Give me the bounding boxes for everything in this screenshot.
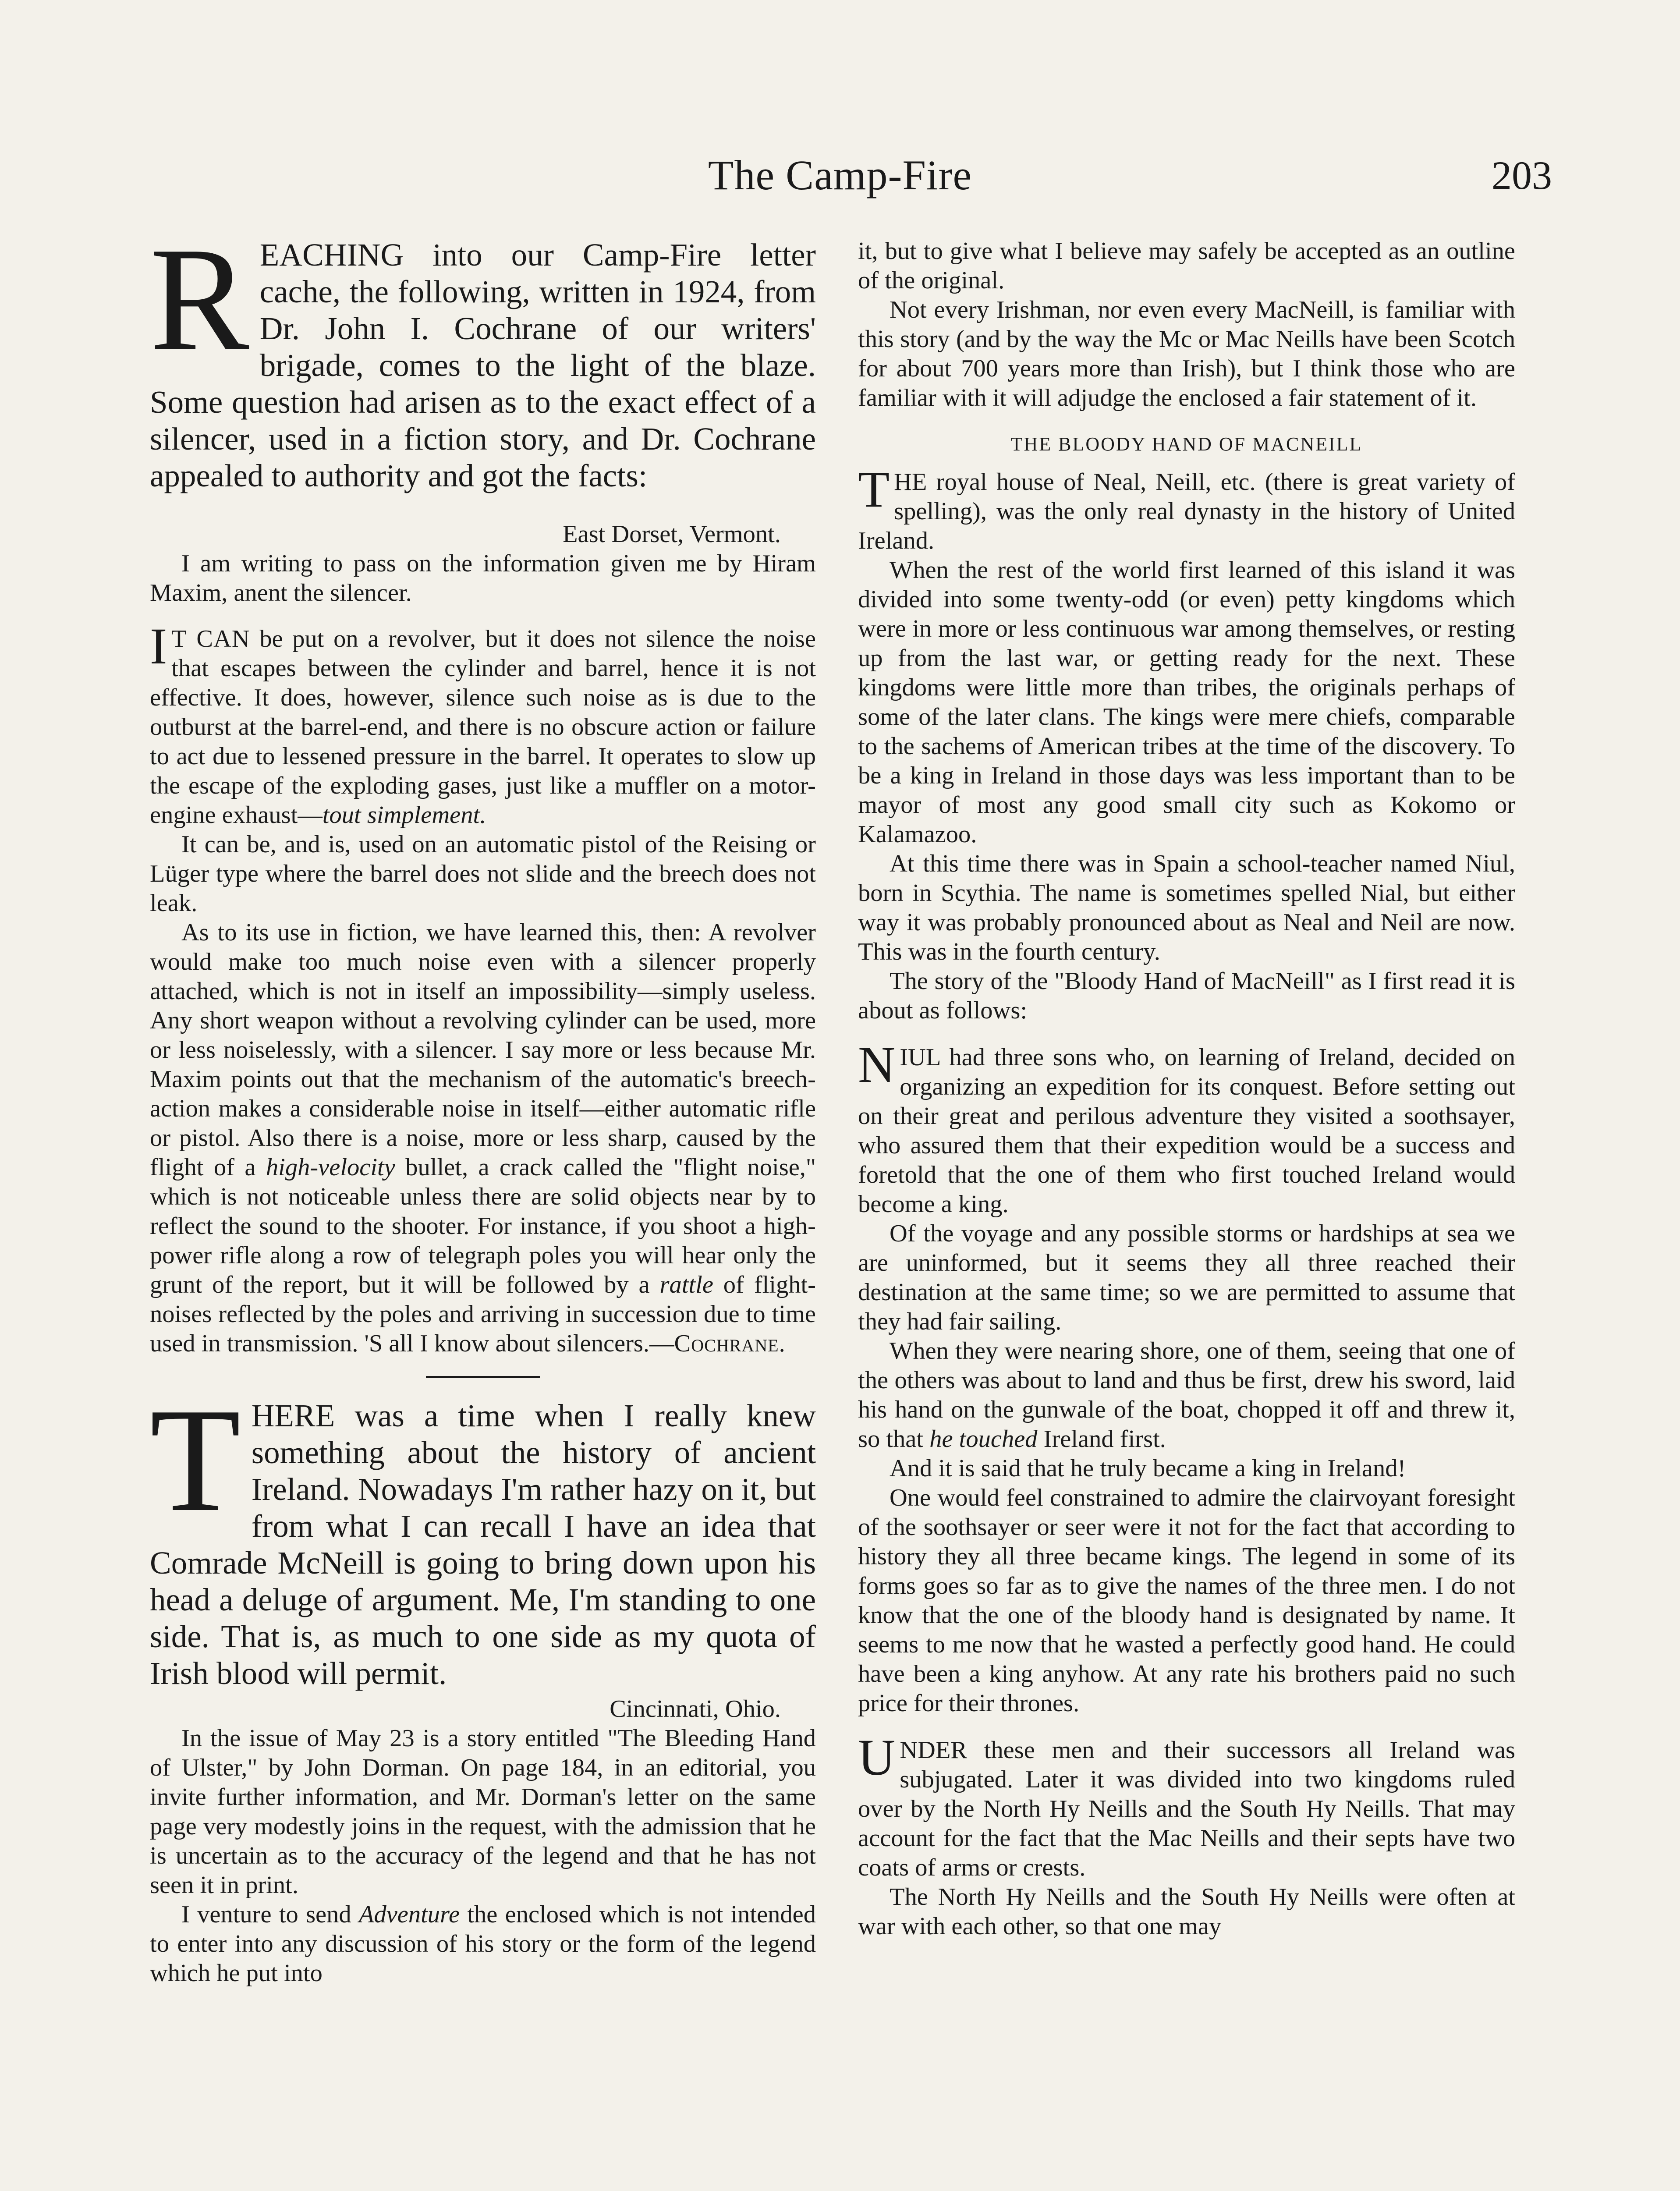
intro-paragraph bbox=[150, 1377, 816, 1692]
legend-paragraph: When the rest of the world first learned of this island it was divided into some twenty-odd (or even) petty kingdoms which were in more or less continuous war among themselves, or resting up from the last war, or getting ready for the next. These kingdoms were little more than tribes, the originals perhaps of some of the later clans. The kings were mere chiefs, comparable to the sachems of American tribes at the time of the discovery. To be a king in Ireland in those days was less important than to be mayor of most any good small city such as Kokomo or Kalamazoo. bbox=[858, 557, 1515, 848]
intro-paragraph bbox=[150, 216, 816, 494]
letter-paragraph: Not every Irishman, nor even every MacNeill, is familiar with this story (and by the way the Mc or Mac Neills have been Scotch for about 700 years more than Irish), but I think those who are familiar with it will adjudge the enclosed a fair statement of it. bbox=[858, 296, 1515, 411]
drop-cap: T bbox=[150, 1377, 241, 1542]
left-column bbox=[150, 216, 816, 1988]
letter-dateline: Cincinnati, Ohio. bbox=[610, 1695, 781, 1723]
intro-text: EACHING into our Camp-Fire letter cache, the following, written in 1924, from Dr. John I. Cochrane of our writers' brigade, comes to the light of the blaze. Some question had arisen as to the exact effect of a silencer, used in a fiction story, and Dr. Cochrane appealed to authority and got the facts: bbox=[150, 237, 816, 493]
drop-cap: R bbox=[150, 216, 249, 382]
letter-paragraph: I venture to send Adventure the enclosed which is not intended to enter into any discussion of his story or the form of the legend which he put into bbox=[150, 1901, 816, 1987]
page-number: 203 bbox=[1492, 153, 1552, 198]
signature: Cochrane. bbox=[674, 1330, 786, 1357]
letter-dateline: East Dorset, Vermont. bbox=[563, 521, 781, 548]
initial-letter: T bbox=[858, 461, 890, 518]
initial-letter: U bbox=[858, 1729, 896, 1786]
section-subheading: THE BLOODY HAND OF MACNEILL bbox=[1010, 433, 1363, 455]
right-column bbox=[858, 237, 1515, 1941]
letter-paragraph: I am writing to pass on the information given me by Hiram Maxim, anent the silencer. bbox=[150, 550, 816, 606]
legend-paragraph: At this time there was in Spain a school-teacher named Niul, born in Scythia. The name is sometimes spelled Nial, but either way it was probably pronounced about as Neal and Neil are now. This was in the fourth century. bbox=[858, 850, 1515, 965]
letter-paragraph: it, but to give what I believe may safely be accepted as an outline of the original. bbox=[858, 238, 1515, 294]
intro-text: HERE was a time when I really knew something about the history of ancient Ireland. Nowadays I'm rather hazy on it, but from what I can recall I have an idea that Comrade McNeill is going to bring down upon his head a deluge of argument. Me, I'm standing to one side. That is, as much to one side as my quota of Irish blood will permit. bbox=[150, 1398, 816, 1691]
legend-paragraph: When they were nearing shore, one of them, seeing that one of the others was about to land and thus be first, drew his sword, laid his hand on the gunwale of the boat, chopped it off and threw it, so that he touched Ireland first. bbox=[858, 1337, 1515, 1453]
legend-paragraph: And it is said that he truly became a king in Ireland! bbox=[890, 1455, 1406, 1482]
section-divider bbox=[426, 1376, 540, 1378]
legend-paragraph: THE royal house of Neal, Neill, etc. (there is great variety of spelling), was the only real dynasty in the history of United Ireland. bbox=[858, 461, 1515, 554]
legend-paragraph: NIUL had three sons who, on learning of Ireland, decided on organizing an expedition for its conquest. Before setting out on their great and perilous adventure they visited a soothsayer, who assured them that their expedition would be a success and foretold that the one of them who first touched Ireland would become a king. bbox=[858, 1036, 1515, 1218]
legend-paragraph: UNDER these men and their successors all Ireland was subjugated. Later it was divided into two kingdoms ruled over by the North Hy Neills and the South Hy Neills. That may account for the fact that the Mac Neills and their septs have two coats of arms or crests. bbox=[858, 1729, 1515, 1881]
initial-letter: I bbox=[150, 617, 167, 675]
letter-paragraph: In the issue of May 23 is a story entitled "The Bleeding Hand of Ulster," by John Dorman. On page 184, in an editorial, you invite further information, and Mr. Dorman's letter on the same page very modestly joins in the request, with the admission that he is uncertain as to the accuracy of the legend and that he has not seen it in print. bbox=[150, 1725, 816, 1899]
letter-paragraph: It can be, and is, used on an automatic pistol of the Reising or Lüger type where the barrel does not slide and the breech does not leak. bbox=[150, 831, 816, 917]
letter-paragraph: As to its use in fiction, we have learned this, then: A revolver would make too much noise even with a silencer properly attached, which is not in itself an impossibility—simply useless. Any short weapon without a revolving cylinder can be used, more or less noiselessly, with a silencer. I say more or less because Mr. Maxim points out that the mechanism of the automatic's breech-action makes a considerable noise in itself—either automatic rifle or pistol. Also there is a noise, more or less sharp, caused by the flight of a high-velocity bullet, a crack called the "flight noise," which is not noticeable unless there are solid objects near by to reflect the sound to the shooter. For instance, if you shoot a high-power rifle along a row of telegraph poles you will hear only the grunt of the report, but it will be followed by a rattle of flight-noises reflected by the poles and arriving in succession due to time used in transmission. 'S all I know about silencers.—Cochrane. bbox=[150, 919, 816, 1357]
legend-paragraph: The North Hy Neills and the South Hy Neills were often at war with each other, so that one may bbox=[858, 1883, 1515, 1940]
initial-letter: N bbox=[858, 1036, 896, 1093]
letter-paragraph: I T CAN be put on a revolver, but it does not silence the noise that escapes between the cylinder and barrel, hence it is not effective. It does, however, silence such noise as is due to the outburst at the barrel-end, and there is no obscure action or failure to act due to lessened pressure in the barrel. It operates to slow up the escape of the exploding gases, just like a muffler on a motor-engine exhaust—tout simplement. bbox=[150, 617, 816, 829]
legend-paragraph: One would feel constrained to admire the clairvoyant foresight of the soothsayer or seer were it not for the fact that according to history they all three became kings. The legend in some of its forms goes so far as to give the names of the three men. I do not know that the one of the bloody hand is designated by name. It seems to me now that he wasted a perfectly good hand. He could have been a king anyhow. At any rate his brothers paid no such price for their thrones. bbox=[858, 1484, 1515, 1717]
page-header bbox=[0, 149, 1680, 215]
legend-paragraph: Of the voyage and any possible storms or hardships at sea we are uninformed, but it seems they all three reached their destination at the same time; so we are permitted to assume that they had fair sailing. bbox=[858, 1220, 1515, 1335]
running-title: The Camp-Fire bbox=[708, 152, 972, 199]
legend-paragraph: The story of the "Bloody Hand of MacNeill" as I first read it is about as follows: bbox=[858, 968, 1515, 1024]
